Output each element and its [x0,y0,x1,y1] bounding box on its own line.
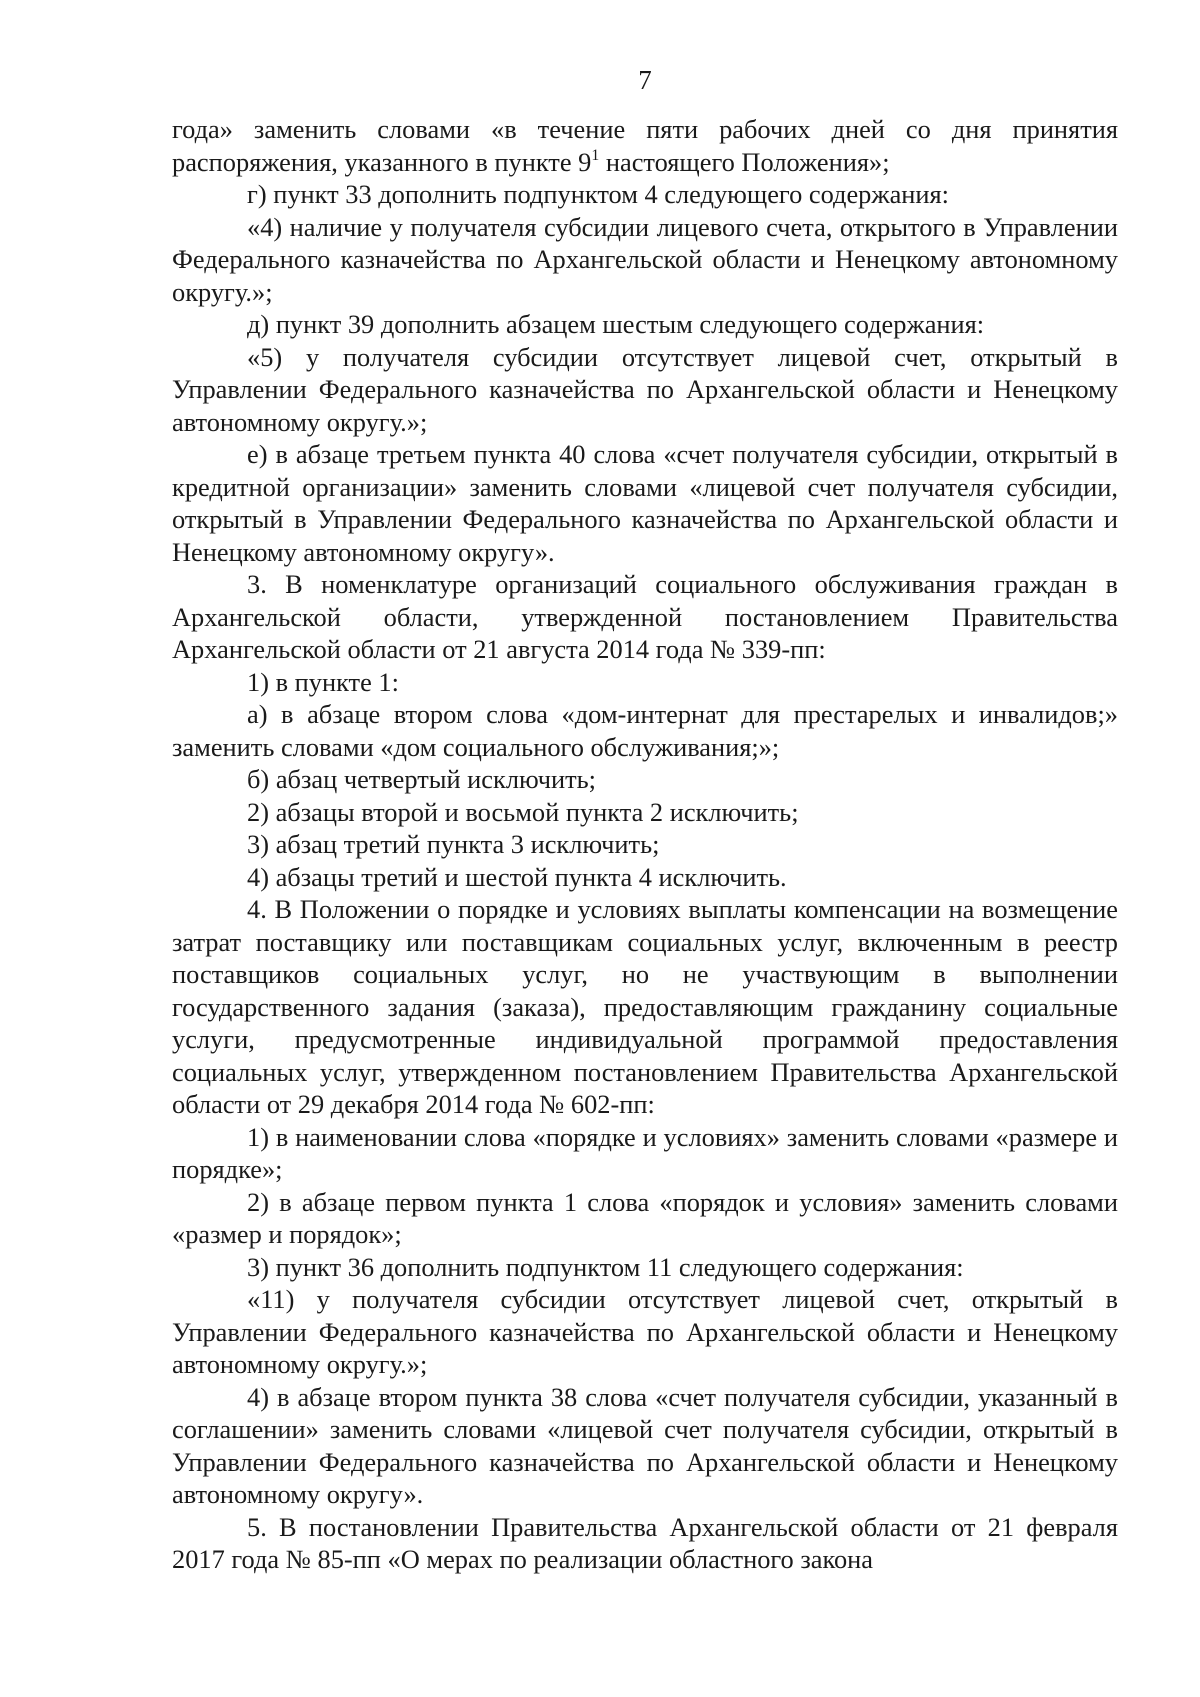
paragraph: 3) абзац третий пункта 3 исключить; [247,829,660,859]
paragraph: 2) в абзаце первом пункта 1 слова «порядок и условия» заменить словами «размер и порядок»; [172,1186,1118,1249]
paragraph: 2) абзацы второй и восьмой пункта 2 исключить; [247,796,799,827]
paragraph: 1) в наименовании слова «порядке и условиях» заменить словами «размере и порядке»; [172,1121,1118,1184]
paragraph-text: настоящего Положения»; [599,146,890,177]
paragraph: а) в абзаце втором слова «дом-интернат для престарелых и инвалидов;» заменить словами «дом социального обслуживания;»; [172,699,1118,762]
paragraph: 3. В номенклатуре организаций социального обслуживания граждан в Архангельской области, утвержденной постановлением Правительства Архангельской области от 21 августа 2014 года № 339-пп: [172,569,1118,664]
paragraph: 3) пункт 36 дополнить подпунктом 11 следующего содержания: [247,1251,964,1282]
paragraph: «11) у получателя субсидии отсутствует лицевой счет, открытый в Управлении Федерального казначейства по Архангельской области и Ненецкому автономному округу.»; [172,1284,1118,1379]
paragraph: 4. В Положении о порядке и условиях выплаты компенсации на возмещение затрат поставщику или поставщикам социальных услуг, включенным в реестр поставщиков социальных услуг, но не участвующим в выполнении государственного задания (заказа), предоставляющим гражданину социальные услуги, предусмотренные индивидуальной программой предоставления социальных услуг, утвержденном постановлением Правительства Архангельской области от 29 декабря 2014 года № 602-пп: [172,894,1118,1119]
paragraph: д) пункт 39 дополнить абзацем шестым следующего содержания: [247,309,985,339]
paragraph: 4) в абзаце втором пункта 38 слова «счет получателя субсидии, указанный в соглашении» заменить словами «лицевой счет получателя субсидии, открытый в Управлении Федерального казначейства по Архангельской области и Ненецкому автономному округу». [172,1381,1118,1509]
superscript: 1 [591,146,600,164]
document-body [172,113,1118,1576]
paragraph [172,113,1118,178]
paragraph: 4) абзацы третий и шестой пункта 4 исключить. [247,861,787,892]
paragraph: 5. В постановлении Правительства Архангельской области от 21 февраля 2017 года № 85-пп «О мерах по реализации областного закона [172,1511,1118,1574]
paragraph: «4) наличие у получателя субсидии лицевого счета, открытого в Управлении Федерального казначейства по Архангельской области и Ненецкому автономному округу.»; [172,211,1118,307]
paragraph: г) пункт 33 дополнить подпунктом 4 следующего содержания: [247,179,950,209]
paragraph: «5) у получателя субсидии отсутствует лицевой счет, открытый в Управлении Федерального казначейства по Архангельской области и Ненецкому автономному округу.»; [172,341,1118,437]
page-number: 7 [638,65,652,95]
paragraph: б) абзац четвертый исключить; [247,764,597,794]
paragraph-text: года» заменить словами «в течение пяти рабочих дней со дня принятия распоряжения, указанного в пункте 9 [172,114,1118,177]
paragraph: е) в абзаце третьем пункта 40 слова «счет получателя субсидии, открытый в кредитной организации» заменить словами «лицевой счет получателя субсидии, открытый в Управлении Федерального казначейства по Архангельской области и Ненецкому автономному округу». [172,439,1118,567]
paragraph: 1) в пункте 1: [247,666,399,697]
